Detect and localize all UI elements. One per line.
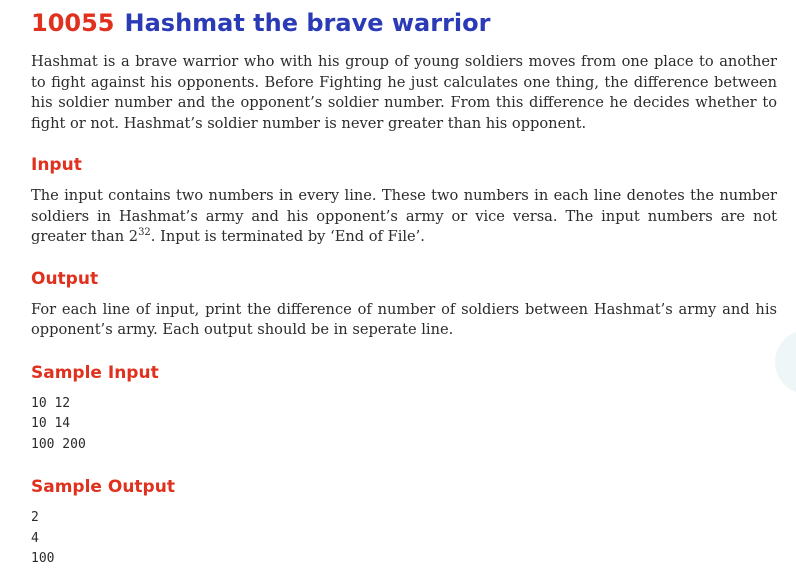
sample-output-heading: Sample Output: [31, 477, 175, 497]
problem-name: Hashmat the brave warrior: [124, 9, 491, 37]
sample-output-line: 2: [31, 510, 39, 525]
sample-output-block: [31, 508, 777, 570]
problem-statement: Hashmat is a brave warrior who with his group of young soldiers moves from one place to another to fight against his opponents. Before Fighting he just calculates one thing, the difference between his soldier number and the opponent’s soldier number. From this difference he decides whether to fight or not. Hashmat’s soldier number is never greater than his opponent.: [31, 53, 777, 132]
input-text-after: . Input is terminated by ‘End of File’.: [150, 228, 425, 245]
input-description: [31, 186, 777, 248]
sample-input-line: 100 200: [31, 436, 86, 452]
sample-input-block: [31, 394, 777, 456]
sample-input-line: 10 12: [31, 395, 71, 411]
input-heading: Input: [31, 155, 82, 175]
input-exponent: 32: [138, 227, 151, 239]
output-heading: Output: [31, 268, 99, 289]
input-text-before: The input contains two numbers in every line. These two numbers in each line denotes the number soldiers in Hashmat’s army and his opponent’s army or vice versa. The input numbers are not greater than 2: [31, 187, 777, 245]
sample-input-heading: Sample Input: [31, 362, 159, 383]
sample-output-line: 4: [31, 530, 39, 546]
output-description: For each line of input, print the difference of number of soldiers between Hashmat’s army and his opponent’s army. Each output should be in seperate line.: [31, 300, 777, 338]
sample-output-line: 100: [31, 551, 55, 566]
decorative-circle: [775, 330, 796, 394]
problem-title: [31, 8, 777, 38]
problem-page: [31, 0, 777, 570]
problem-number: 10055: [31, 9, 115, 37]
sample-input-line: 10 14: [31, 416, 71, 431]
